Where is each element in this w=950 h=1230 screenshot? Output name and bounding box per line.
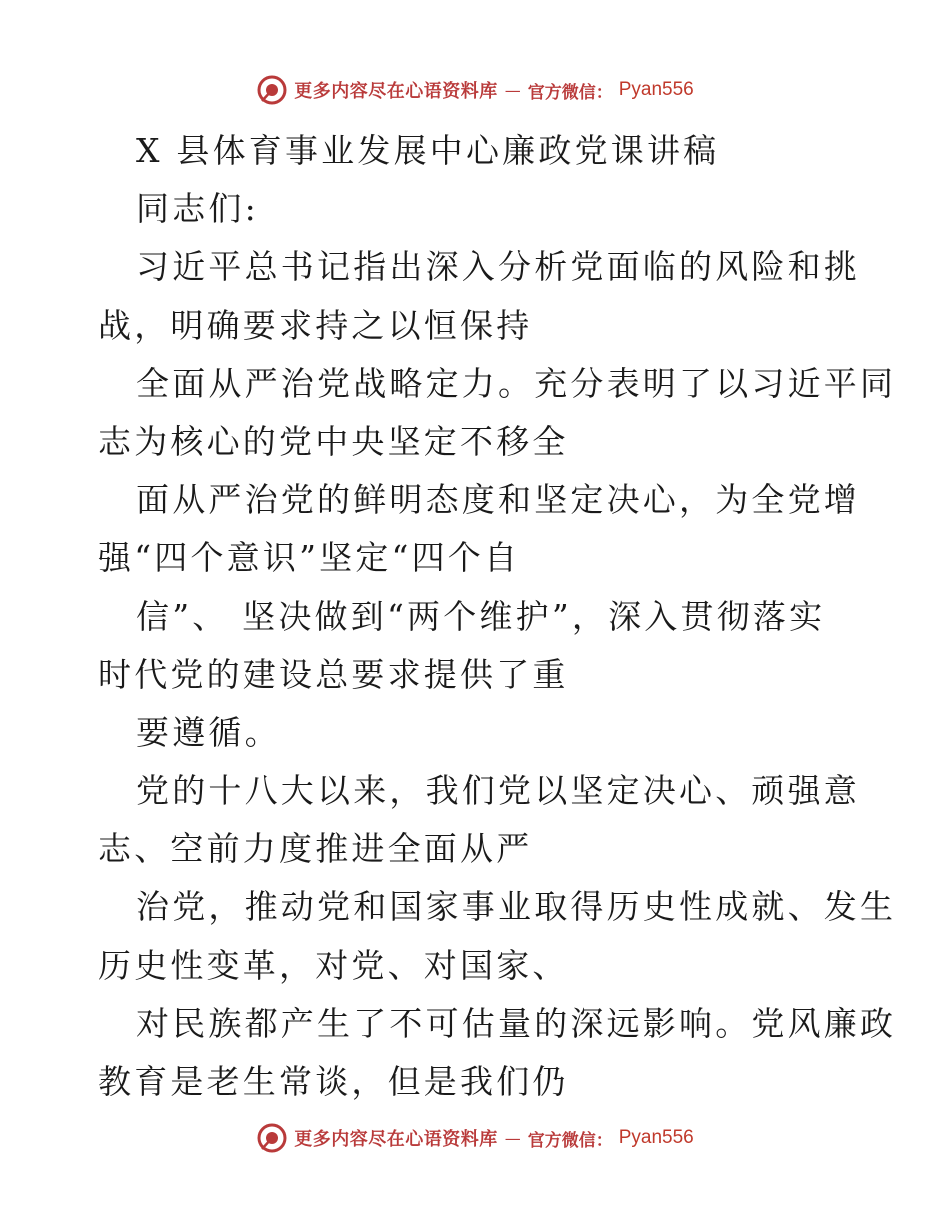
banner-separator: — [504,80,521,100]
library-logo-icon [256,1122,288,1154]
footer-banner [0,1118,950,1158]
body-line: 战，明确要求持之以恒保持 [98,305,533,345]
body-line: 教育是老生常谈，但是我们仍 [98,1062,569,1101]
banner-wechat-label: 官方微信： [527,1130,613,1151]
body-line: 习近平总书记指出深入分析党面临的风险和挑 [136,247,860,287]
banner-title: 更多内容尽在心语资料库 [294,1129,498,1150]
body-line: 面从严治党的鲜明态度和坚定决心，为全党增 [136,480,860,520]
document-title: X 县体育事业发展中心廉政党课讲稿 [136,131,720,170]
body-line: 对民族都产生了不可估量的深远影响。党风廉政 [136,1003,897,1043]
salutation: 同志们: [136,189,259,229]
document-body [98,122,897,1111]
body-line: 信”、 坚决做到“两个维护”，深入贯彻落实 [136,596,826,636]
body-line: 全面从严治党战略定力。充分表明了以习近平同 [136,363,897,403]
banner-wechat-id: Pyan556 [618,1127,694,1148]
body-line: 志、空前力度推进全面从严 [98,829,533,869]
banner-wechat-label: 官方微信： [527,82,613,103]
body-line: 党的十八大以来，我们党以坚定决心、顽强意 [136,771,860,811]
banner-wechat-id: Pyan556 [618,79,694,100]
body-line: 历史性变革，对党、对国家、 [98,945,569,985]
body-line: 强“四个意识”坚定“四个自 [98,538,521,578]
body-line: 时代党的建设总要求提供了重 [98,654,569,694]
body-line: 治党，推动党和国家事业取得历史性成就、发生 [136,887,897,927]
library-logo-icon [256,74,288,106]
banner-title: 更多内容尽在心语资料库 [294,81,498,102]
banner-separator: — [504,1128,521,1148]
body-line: 要遵循。 [136,712,281,752]
body-line: 志为核心的党中央坚定不移全 [98,421,569,461]
header-banner [0,70,950,110]
